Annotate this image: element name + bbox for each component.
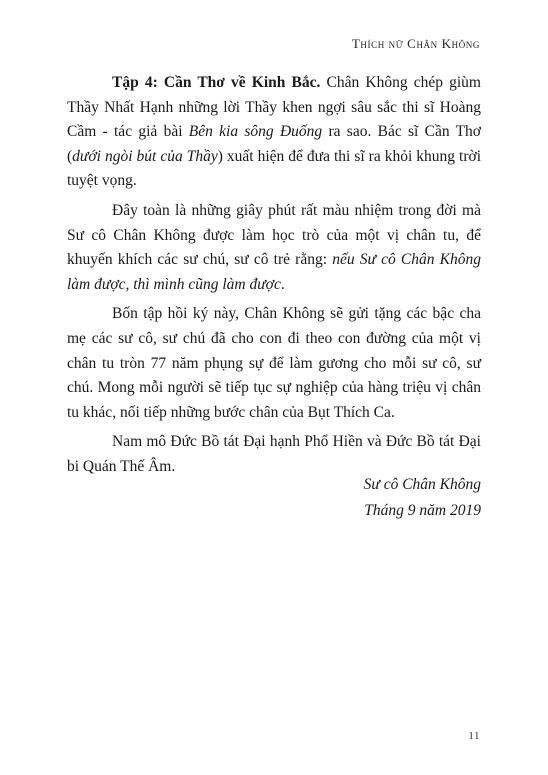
paragraph-2: [67, 199, 481, 297]
paragraph-1-italic-2: dưới ngòi bút của Thầy: [72, 147, 218, 165]
paragraph-1-lead: Tập 4: Cần Thơ về Kinh Bắc.: [112, 74, 321, 91]
paragraph-3-text: Bốn tập hồi ký này, Chân Không sẽ gửi tặng các bậc cha mẹ các sư cô, sư chú đã cho con đi theo con đường của một vị chân tu tròn 77 năm phụng sự để làm gương cho mỗi sư cô, sư chú. Mong mỗi người sẽ tiếp tục sự nghiệp của hàng triệu vị chân tu khác, nối tiếp những bước chân của Bụt Thích Ca.: [67, 305, 481, 421]
running-header: Thích nữ Chân Không: [351, 36, 480, 51]
signature-name: Sư cô Chân Không: [363, 476, 481, 493]
body-text: [67, 71, 481, 485]
signature-block: [364, 472, 481, 524]
paragraph-4-text: Nam mô Đức Bồ tát Đại hạnh Phổ Hiền và Đức Bồ tát Đại bi Quán Thế Âm.: [67, 433, 481, 475]
paragraph-3: [67, 302, 481, 425]
poem-title: Bên kia sông Đuống: [188, 123, 323, 141]
paragraph-2-text-1: Đây toàn là những giây phút rất màu nhiệm trong đời mà Sư cô Chân Không được làm học trò của một vị chân tu, để khuyến khích các sư chú, sư cô trẻ rằng:: [67, 201, 481, 269]
paragraph-1-text-1: Chân Không chép giùm Thầy Nhất Hạnh những lời Thầy khen ngợi sâu sắc thi sĩ Hoàng Cầm - tác giả bài: [67, 74, 481, 141]
paragraph-1-text-2: ra sao. Bác sĩ Cần Thơ (: [67, 123, 481, 165]
paragraph-1-text-3: ) xuất hiện để đưa thi sĩ ra khỏi khung trời tuyệt vọng.: [67, 147, 482, 190]
paragraph-2-text-2: .: [280, 275, 285, 293]
paragraph-1: [67, 71, 481, 194]
page-number: 11: [468, 730, 480, 742]
paragraph-2-italic: nếu Sư cô Chân Không làm được, thì mình cũng làm được: [67, 251, 482, 293]
signature-date: Tháng 9 năm 2019: [364, 502, 481, 519]
